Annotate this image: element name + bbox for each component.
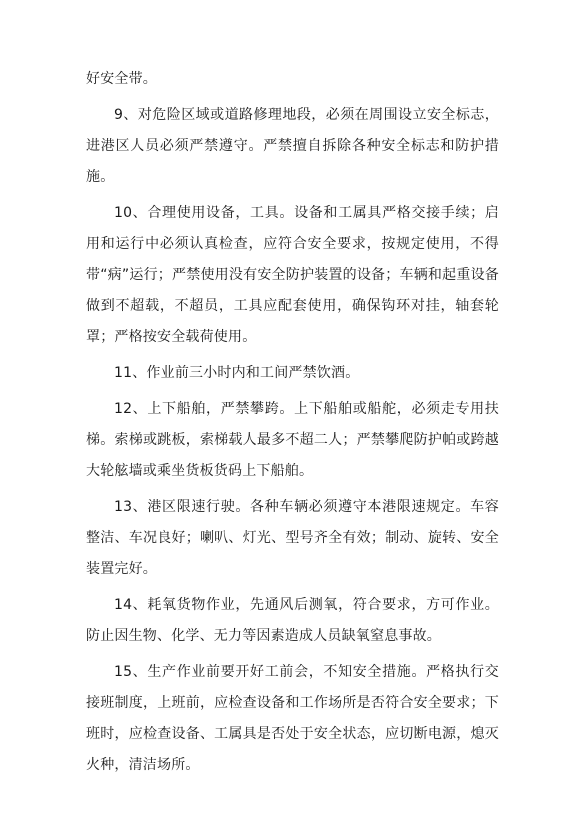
paragraph-item-12: 12、上下船舶，严禁攀跨。上下船舶或船舵，必须走专用扶梯。索梯或跳板，索梯载人最多不超二人；严禁攀爬防护帕或跨越大轮舷墙或乘坐货板货码上下船舶。 xyxy=(86,401,499,479)
paragraph-item-11: 11、作业前三小时内和工间严禁饮酒。 xyxy=(114,365,360,381)
paragraph-item-15: 15、生产作业前要开好工前会，不知安全措施。严格执行交接班制度，上班前，应检查设备和工作场所是否符合安全要求；下班时，应检查设备、工属具是否处于安全状态，应切断电源，熄灭火种，清洁场所。 xyxy=(86,664,499,773)
paragraph-item-13: 13、港区限速行驶。各种车辆必须遵守本港限速规定。车容整洁、车况良好；喇叭、灯光、型号齐全有效；制动、旋转、安全装置完好。 xyxy=(86,499,499,577)
paragraph-item-14: 14、耗氧货物作业，先通风后测氧，符合要求，方可作业。防止因生物、化学、无力等因素造成人员缺氧窒息事故。 xyxy=(86,597,499,644)
paragraph-item-9: 9、对危险区域或道路修理地段，必须在周围设立安全标志，进港区人员必须严禁遵守。严禁擅自拆除各种安全标志和防护措施。 xyxy=(86,107,499,185)
paragraph-continuation: 好安全带。 xyxy=(86,71,157,87)
paragraph-item-10: 10、合理使用设备，工具。设备和工属具严格交接手续；启用和运行中必须认真检查，应符合安全要求，按规定使用，不得带“病”运行；严禁使用没有安全防护装置的设备；车辆和起重设备做到不超载，不超员，工具应配套使用，确保钩环对挂，轴套轮罩；严格按安全载荷使用。 xyxy=(86,205,499,345)
